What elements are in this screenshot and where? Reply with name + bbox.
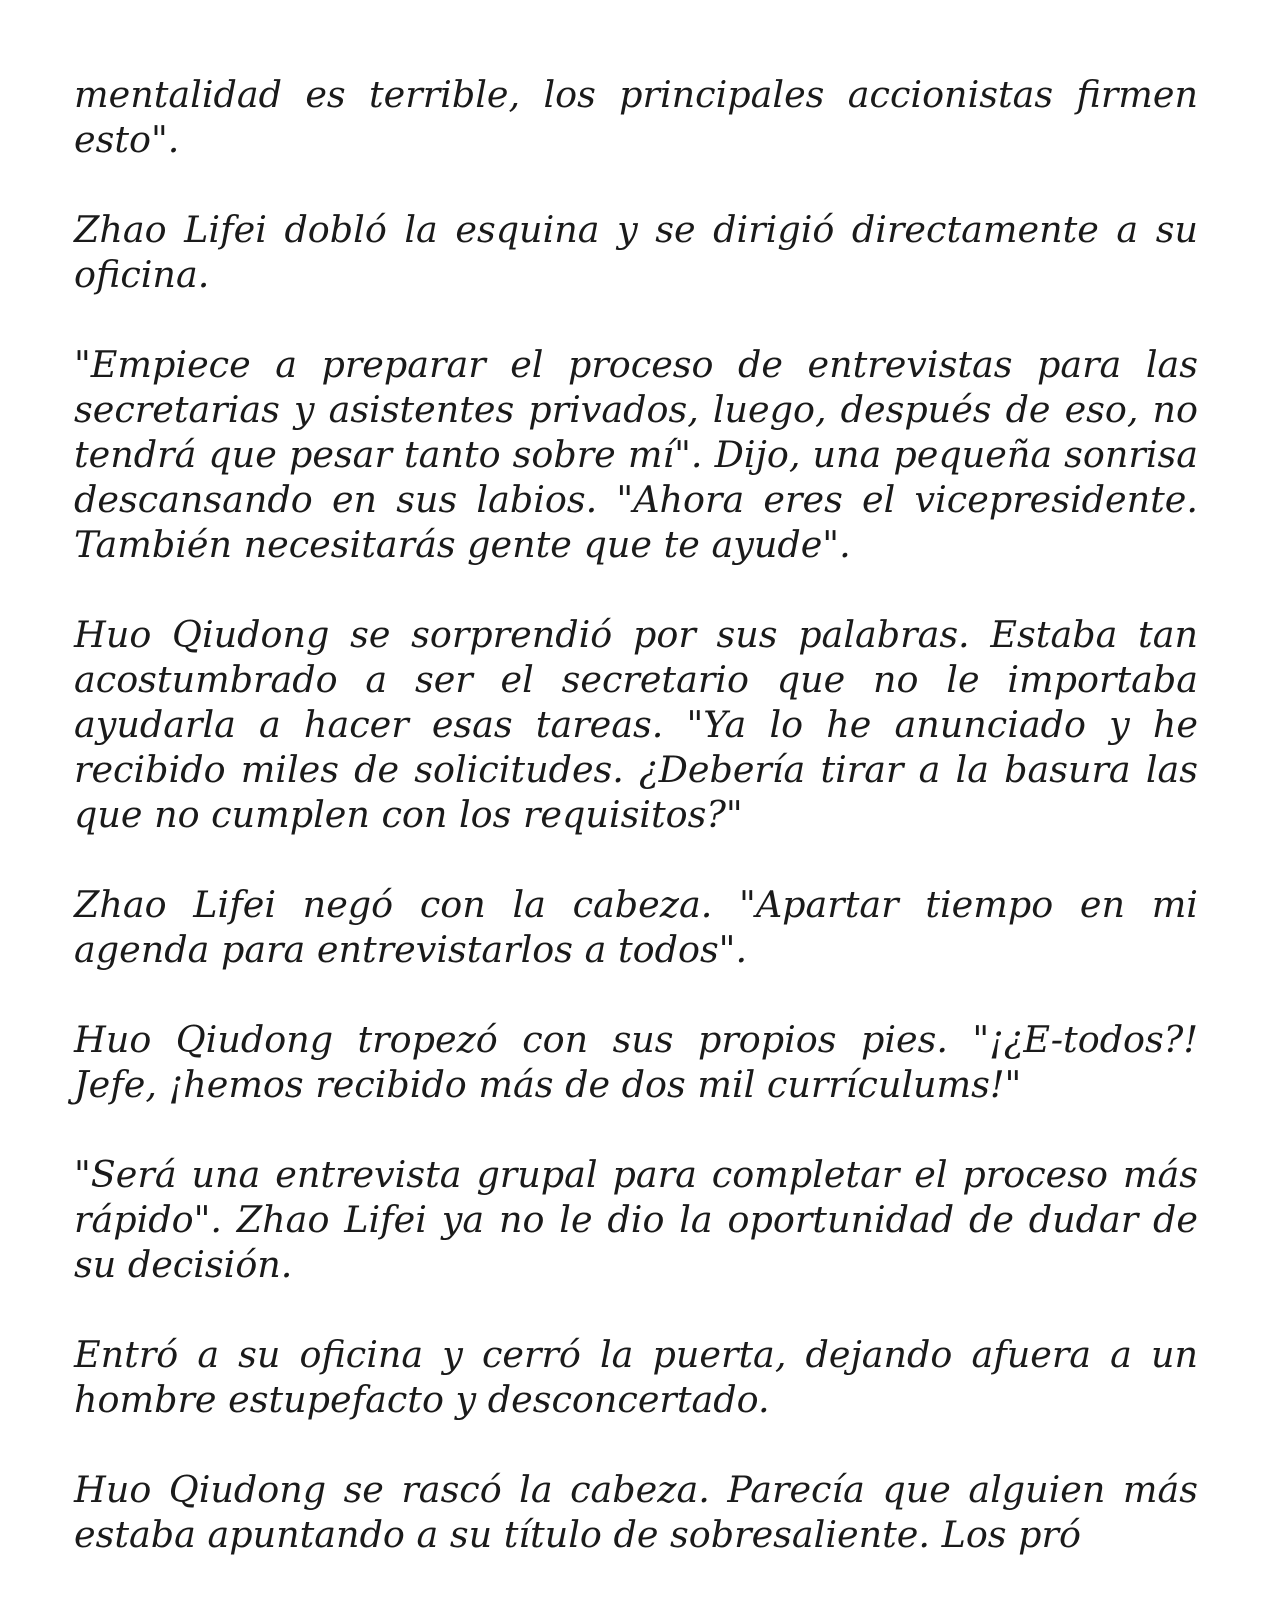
paragraph: Zhao Lifei negó con la cabeza. "Apartar tiempo en mi agenda para entrevistarlos a todos".: [74, 883, 1198, 971]
document-page: [74, 72, 1198, 1557]
paragraph: Huo Qiudong se sorprendió por sus palabras. Estaba tan acostumbrado a ser el secretario que no le importaba ayudarla a hacer esas tareas. "Ya lo he anunciado y he recibido miles de solicitudes. ¿Debería tirar a la basura las que no cumplen con los requisitos?": [74, 613, 1198, 836]
paragraph: Huo Qiudong se rascó la cabeza. Parecía que alguien más estaba apuntando a su título de sobresaliente. Los pró: [74, 1468, 1198, 1556]
paragraph: Zhao Lifei dobló la esquina y se dirigió directamente a su oficina.: [74, 208, 1198, 296]
paragraph: Entró a su oficina y cerró la puerta, dejando afuera a un hombre estupefacto y desconcertado.: [74, 1333, 1198, 1421]
paragraph: Huo Qiudong tropezó con sus propios pies. "¡¿E-todos?! Jefe, ¡hemos recibido más de dos mil currículums!": [74, 1018, 1198, 1106]
paragraph: "Será una entrevista grupal para completar el proceso más rápido". Zhao Lifei ya no le dio la oportunidad de dudar de su decisión.: [74, 1153, 1198, 1286]
paragraph: "Empiece a preparar el proceso de entrevistas para las secretarias y asistentes privados, luego, después de eso, no tendrá que pesar tanto sobre mí". Dijo, una pequeña sonrisa descansando en sus labios. "Ahora eres el vicepresidente. También necesitarás gente que te ayude".: [74, 343, 1198, 566]
paragraph: mentalidad es terrible, los principales accionistas firmen esto".: [74, 73, 1198, 161]
